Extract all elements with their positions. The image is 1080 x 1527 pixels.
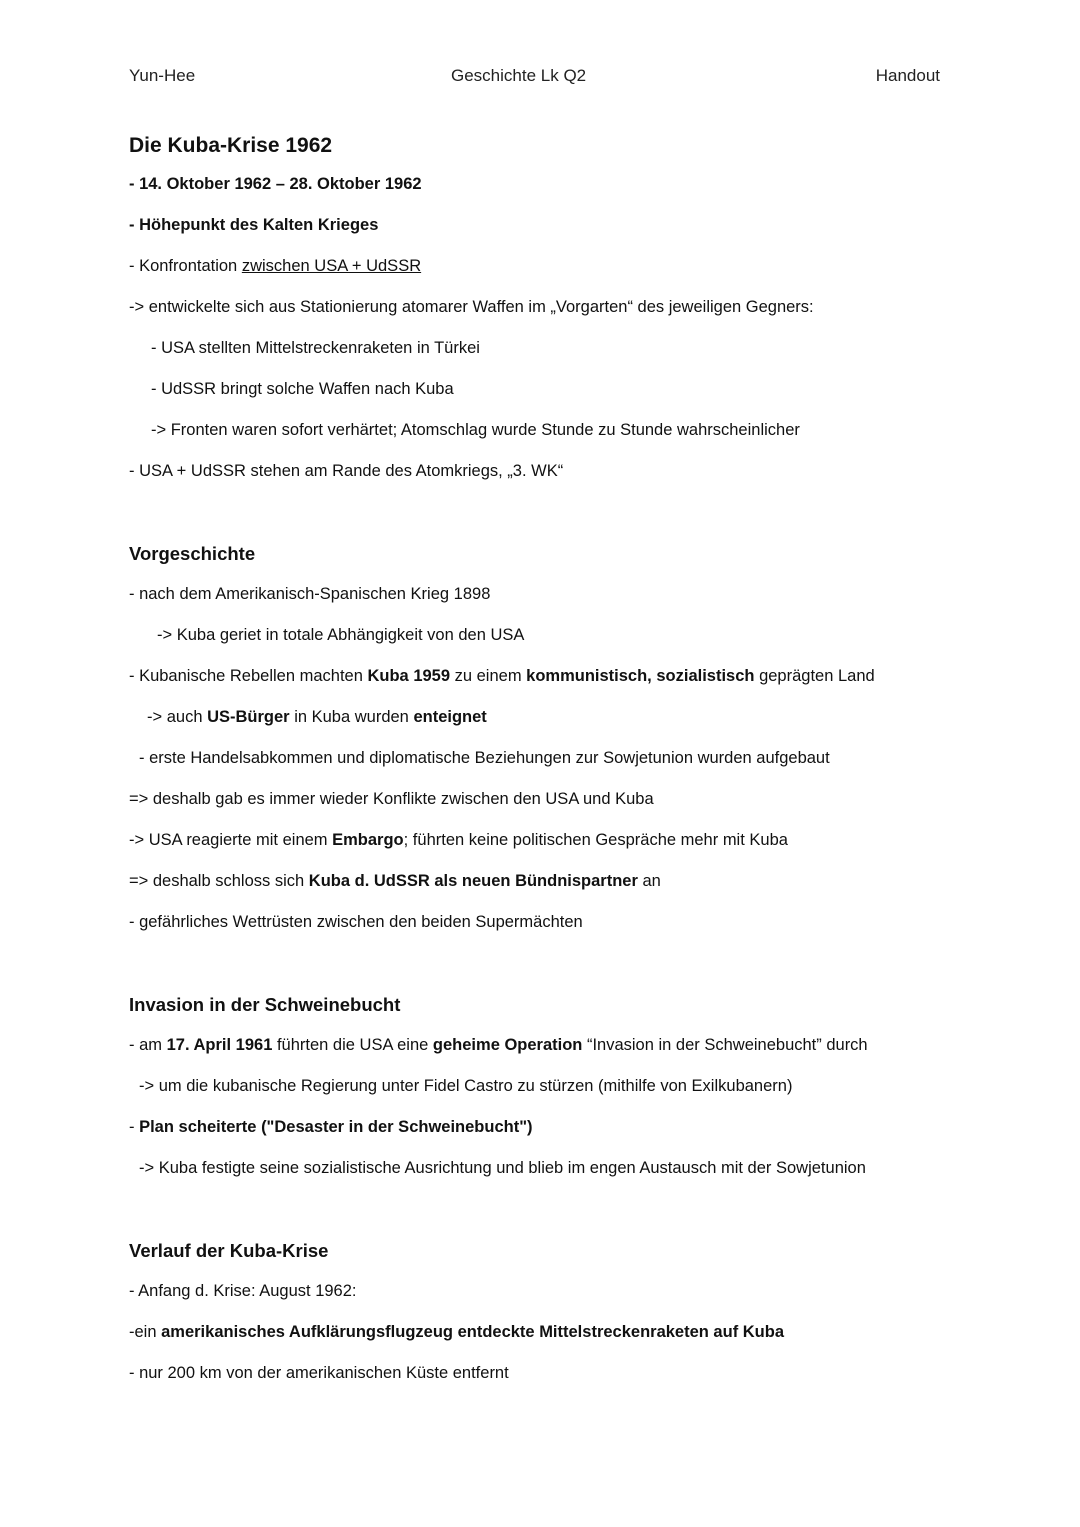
line-rebels: - Kubanische Rebellen machten Kuba 1959 zu einem kommunistisch, sozialistisch geprägten Land bbox=[129, 667, 875, 685]
line-invasion-consequence: -> Kuba festigte seine sozialistische Ausrichtung und blieb im engen Austausch mit der Sowjetunion bbox=[139, 1159, 866, 1177]
line-conflicts: => deshalb gab es immer wieder Konflikte zwischen den USA und Kuba bbox=[129, 790, 654, 808]
document-body bbox=[129, 128, 959, 1394]
header-type: Handout bbox=[875, 66, 940, 85]
line-peak: - Höhepunkt des Kalten Krieges bbox=[129, 216, 379, 234]
heading-invasion: Invasion in der Schweinebucht bbox=[129, 994, 401, 1015]
line-invasion-failed: - Plan scheiterte ("Desaster in der Schweinebucht") bbox=[129, 1118, 533, 1136]
line-confrontation: - Konfrontation zwischen USA + UdSSR bbox=[129, 257, 422, 275]
line-crisis-start: - Anfang d. Krise: August 1962: bbox=[129, 1282, 357, 1300]
header-author: Yun-Hee bbox=[129, 66, 196, 85]
line-arms-race: - gefährliches Wettrüsten zwischen den beiden Supermächten bbox=[129, 913, 583, 931]
line-citizens: -> auch US-Bürger in Kuba wurden enteignet bbox=[147, 708, 487, 726]
line-developed: -> entwickelte sich aus Stationierung atomarer Waffen im „Vorgarten“ des jeweiligen Gegners: bbox=[129, 298, 814, 316]
line-alliance: => deshalb schloss sich Kuba d. UdSSR als neuen Bündnispartner an bbox=[129, 872, 661, 890]
line-usa-missiles: - USA stellten Mittelstreckenraketen in Türkei bbox=[151, 339, 480, 357]
document-title: Die Kuba-Krise 1962 bbox=[129, 134, 333, 157]
line-recon-plane: -ein amerikanisches Aufklärungsflugzeug entdeckte Mittelstreckenraketen auf Kuba bbox=[129, 1323, 785, 1341]
line-war-1898: - nach dem Amerikanisch-Spanischen Krieg 1898 bbox=[129, 585, 491, 603]
heading-vorgeschichte: Vorgeschichte bbox=[129, 543, 256, 564]
line-invasion-goal: -> um die kubanische Regierung unter Fidel Castro zu stürzen (mithilfe von Exilkubanern) bbox=[139, 1077, 793, 1095]
line-brink: - USA + UdSSR stehen am Rande des Atomkriegs, „3. WK“ bbox=[129, 462, 564, 480]
line-invasion-date: - am 17. April 1961 führten die USA eine geheime Operation “Invasion in der Schweinebucht” durch bbox=[129, 1036, 868, 1054]
header-course: Geschichte Lk Q2 bbox=[451, 66, 587, 85]
line-dependency: -> Kuba geriet in totale Abhängigkeit von den USA bbox=[157, 626, 525, 644]
heading-verlauf: Verlauf der Kuba-Krise bbox=[129, 1240, 329, 1261]
line-embargo: -> USA reagierte mit einem Embargo; führten keine politischen Gespräche mehr mit Kuba bbox=[129, 831, 788, 849]
line-udssr-weapons: - UdSSR bringt solche Waffen nach Kuba bbox=[151, 380, 454, 398]
line-dates: - 14. Oktober 1962 – 28. Oktober 1962 bbox=[129, 175, 422, 193]
line-distance: - nur 200 km von der amerikanischen Küste entfernt bbox=[129, 1364, 509, 1382]
line-trade: - erste Handelsabkommen und diplomatische Beziehungen zur Sowjetunion wurden aufgebaut bbox=[139, 749, 830, 767]
page-header bbox=[129, 66, 940, 90]
line-fronts: -> Fronten waren sofort verhärtet; Atomschlag wurde Stunde zu Stunde wahrscheinlicher bbox=[151, 421, 800, 439]
